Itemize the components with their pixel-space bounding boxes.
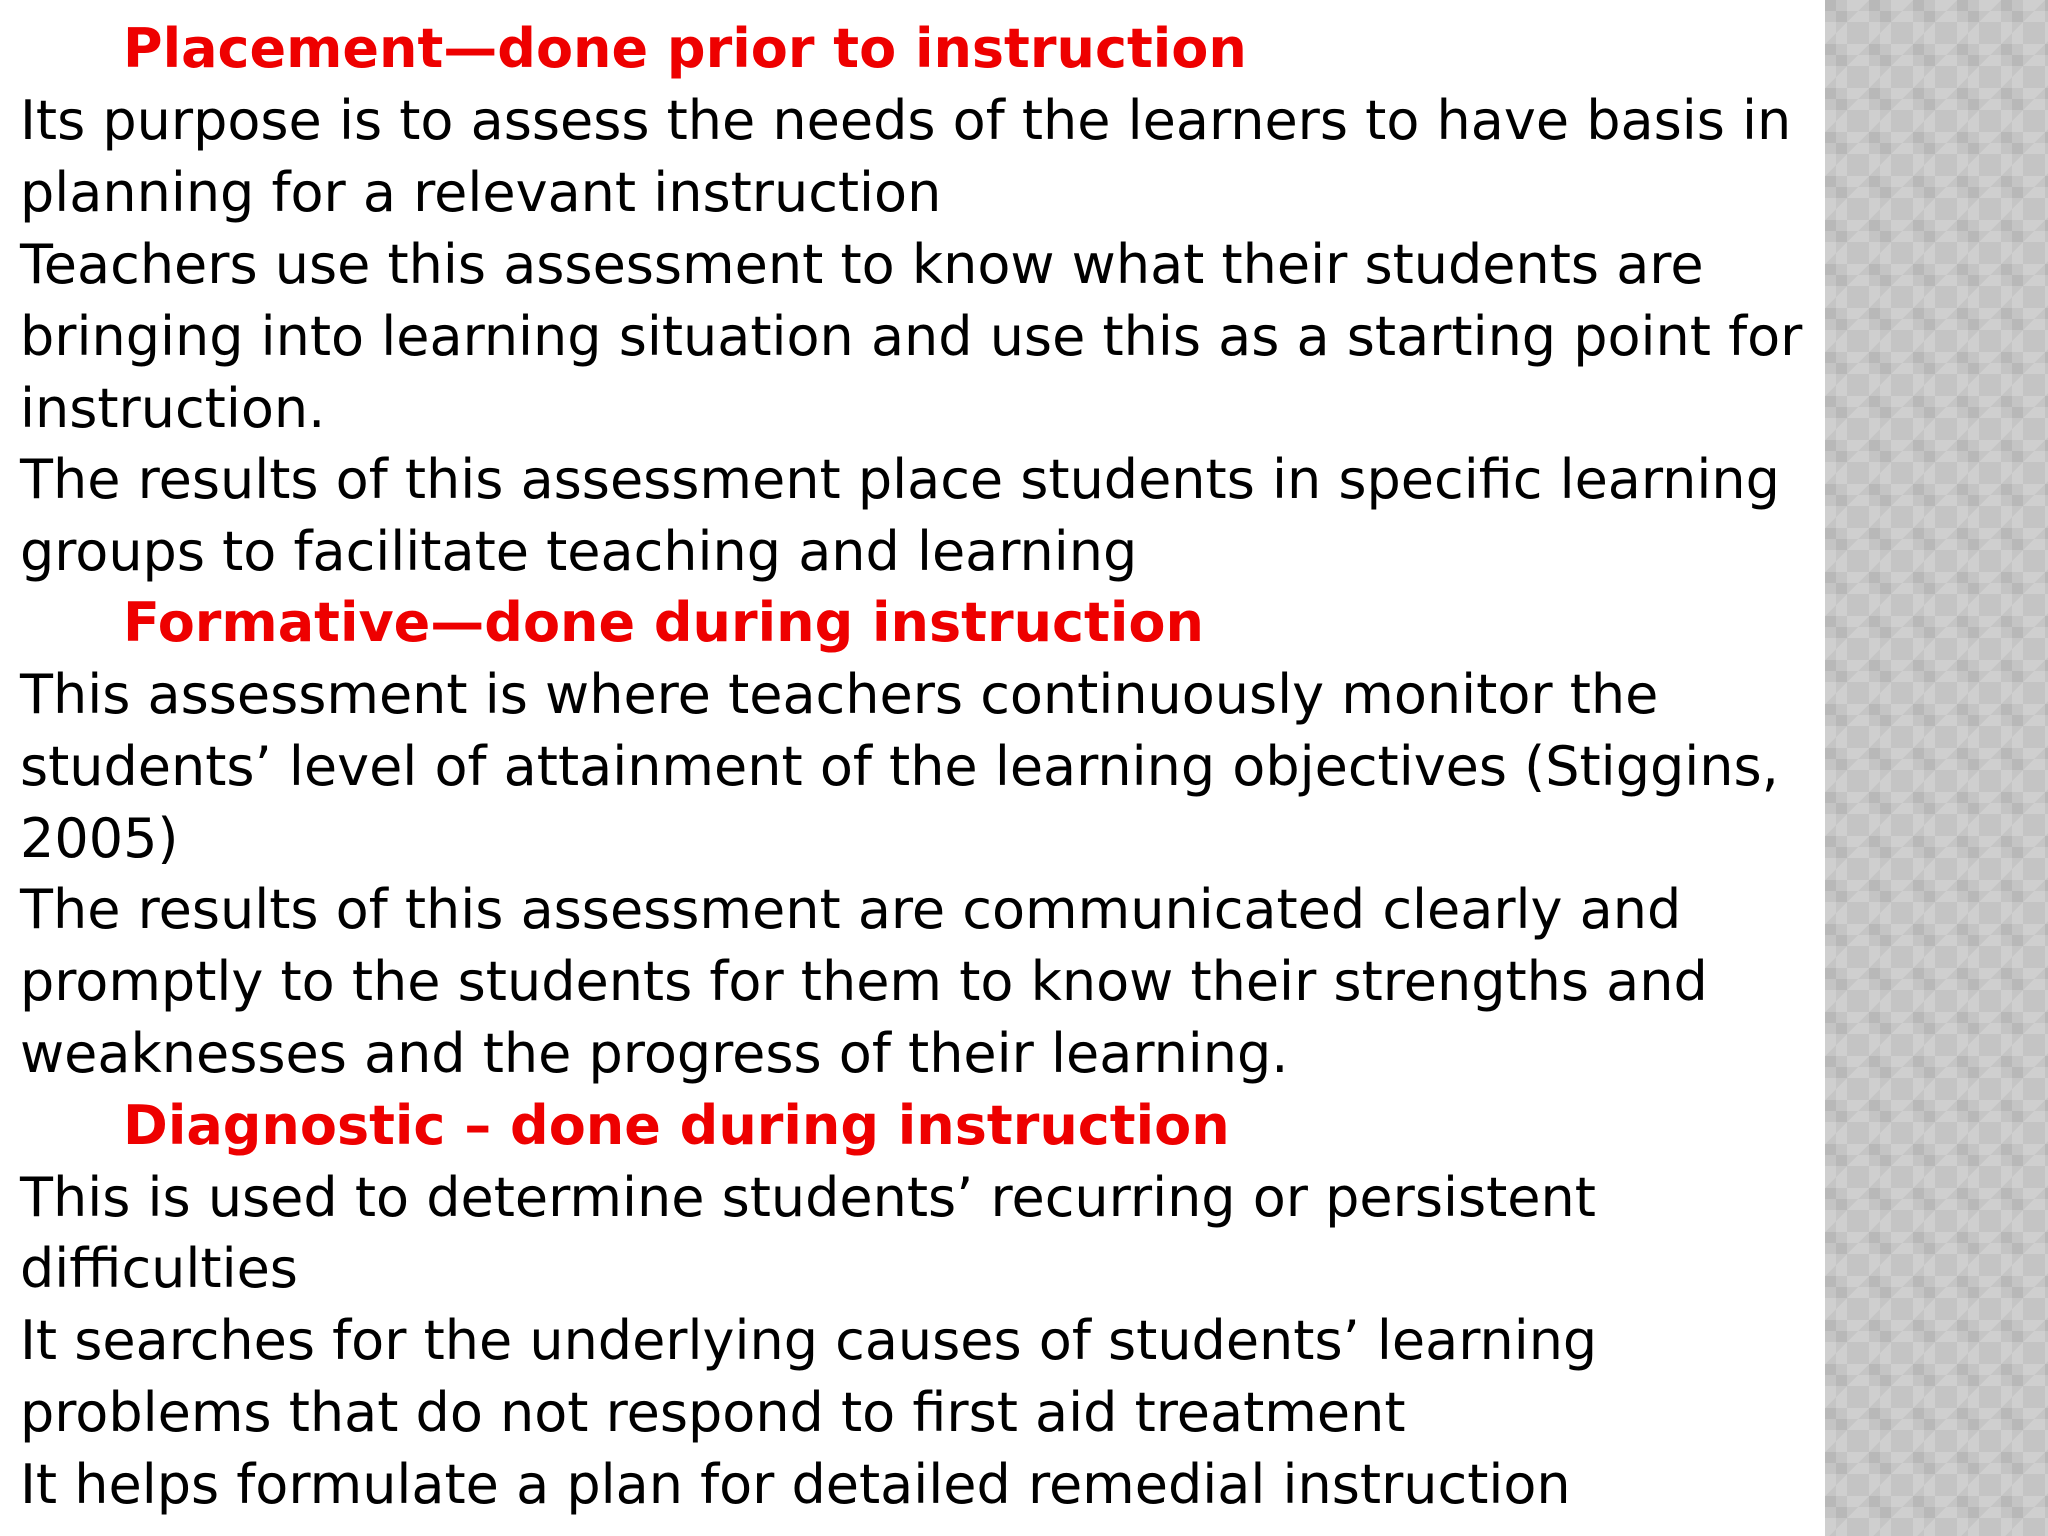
diagnostic-line-1: This is used to determine students’ recurring or persistent [20, 1166, 1596, 1229]
formative-line-6: weaknesses and the progress of their learning. [20, 1022, 1289, 1085]
formative-line-2: students’ level of attainment of the learning objectives (Stiggins, [20, 735, 1779, 798]
formative-heading: Formative—done during instruction [123, 591, 1204, 654]
formative-line-5: promptly to the students for them to know their strengths and [20, 950, 1708, 1013]
placement-line-6: The results of this assessment place students in specific learning [20, 448, 1780, 511]
diagnostic-line-4: problems that do not respond to first aid treatment [20, 1381, 1406, 1444]
placement-line-1: Its purpose is to assess the needs of the learners to have basis in [20, 89, 1792, 152]
placement-line-5: instruction. [20, 377, 326, 440]
formative-line-1: This assessment is where teachers continuously monitor the [20, 663, 1659, 726]
placement-line-2: planning for a relevant instruction [20, 161, 942, 224]
placement-line-4: bringing into learning situation and use this as a starting point for [20, 305, 1803, 368]
diagnostic-line-3: It searches for the underlying causes of students’ learning [20, 1309, 1598, 1372]
formative-line-4: The results of this assessment are communicated clearly and [20, 878, 1682, 941]
placement-line-7: groups to facilitate teaching and learning [20, 520, 1138, 583]
diagnostic-line-2: difficulties [20, 1237, 298, 1300]
placement-line-3: Teachers use this assessment to know what their students are [20, 233, 1704, 296]
placement-heading: Placement—done prior to instruction [123, 17, 1247, 80]
formative-line-3: 2005) [20, 807, 179, 870]
diagnostic-line-5: It helps formulate a plan for detailed remedial instruction [20, 1453, 1571, 1516]
decorative-side-panel [1825, 0, 2048, 1536]
diagnostic-heading: Diagnostic – done during instruction [123, 1094, 1230, 1157]
